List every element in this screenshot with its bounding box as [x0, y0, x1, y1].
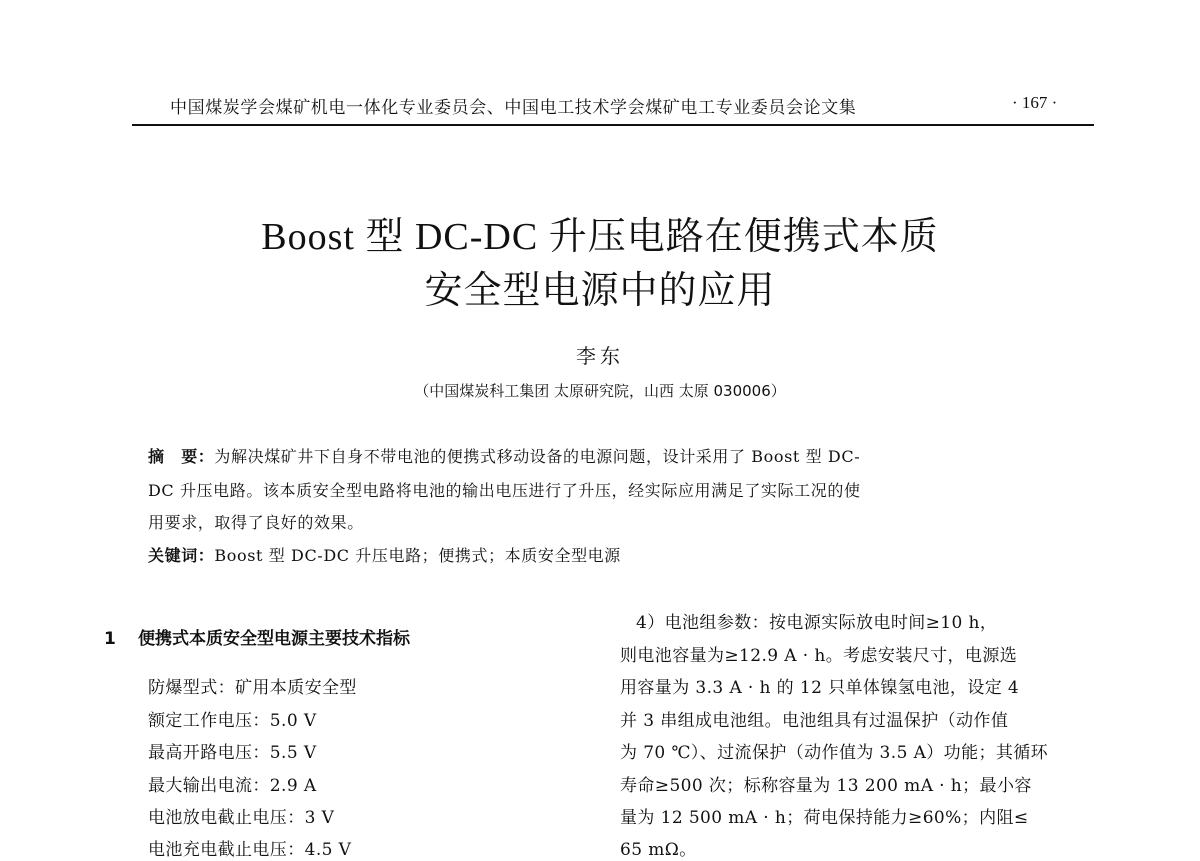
abstract-label: 摘 要：	[148, 447, 215, 466]
abstract-line-3: 用要求，取得了良好的效果。	[148, 513, 364, 532]
affiliation: （中国煤炭科工集团 太原研究院，山西 太原 030006）	[414, 382, 786, 400]
spec-line: 防爆型式：矿用本质安全型	[148, 678, 357, 698]
spec-line: 额定工作电压：5.0 V	[148, 711, 317, 731]
body-text-line: 寿命≥500 次；标称容量为 13 200 mA · h；最小容	[620, 776, 1032, 796]
spec-line: 最大输出电流：2.9 A	[148, 776, 317, 796]
body-text-line: 65 mΩ。	[620, 840, 697, 860]
keywords-text: Boost 型 DC-DC 升压电路；便携式；本质安全型电源	[214, 546, 621, 565]
body-text-line: 4）电池组参数：按电源实际放电时间≥10 h，	[636, 613, 998, 633]
paper-title-line-1: Boost 型 DC-DC 升压电路在便携式本质	[261, 216, 939, 258]
spec-line: 电池放电截止电压：3 V	[148, 808, 335, 828]
keywords-label: 关键词：	[148, 546, 215, 565]
page-number: · 167 ·	[1012, 93, 1058, 112]
author: 李东	[576, 344, 624, 368]
body-text-line: 并 3 串组成电池组。电池组具有过温保护（动作值	[620, 711, 1009, 731]
header-rule	[132, 124, 1094, 126]
spec-line: 最高开路电压：5.5 V	[148, 743, 317, 763]
abstract-text-1: 为解决煤矿井下自身不带电池的便携式移动设备的电源问题，设计采用了 Boost 型 DC-	[214, 447, 861, 466]
paper-title-line-2: 安全型电源中的应用	[424, 270, 776, 312]
body-text-line: 用容量为 3.3 A · h 的 12 只单体镍氢电池，设定 4	[620, 678, 1020, 698]
keywords-line	[148, 543, 621, 566]
section-title: 便携式本质安全型电源主要技术指标	[138, 629, 410, 649]
abstract-line-2: DC 升压电路。该本质安全型电路将电池的输出电压进行了升压，经实际应用满足了实际工况的使	[148, 481, 861, 500]
body-text-line: 为 70 ℃）、过流保护（动作值为 3.5 A）功能；其循环	[620, 743, 1049, 763]
body-text-line: 量为 12 500 mA · h；荷电保持能力≥60%；内阻≤	[620, 808, 1029, 828]
section-number: 1	[104, 629, 116, 649]
abstract-line-1	[148, 444, 860, 467]
body-text-line: 则电池容量为≥12.9 A · h。考虑安装尺寸，电源选	[620, 646, 1018, 666]
spec-line: 电池充电截止电压：4.5 V	[148, 840, 352, 860]
running-header: 中国煤炭学会煤矿机电一体化专业委员会、中国电工技术学会煤矿电工专业委员会论文集	[170, 98, 857, 118]
section-heading	[104, 624, 410, 649]
